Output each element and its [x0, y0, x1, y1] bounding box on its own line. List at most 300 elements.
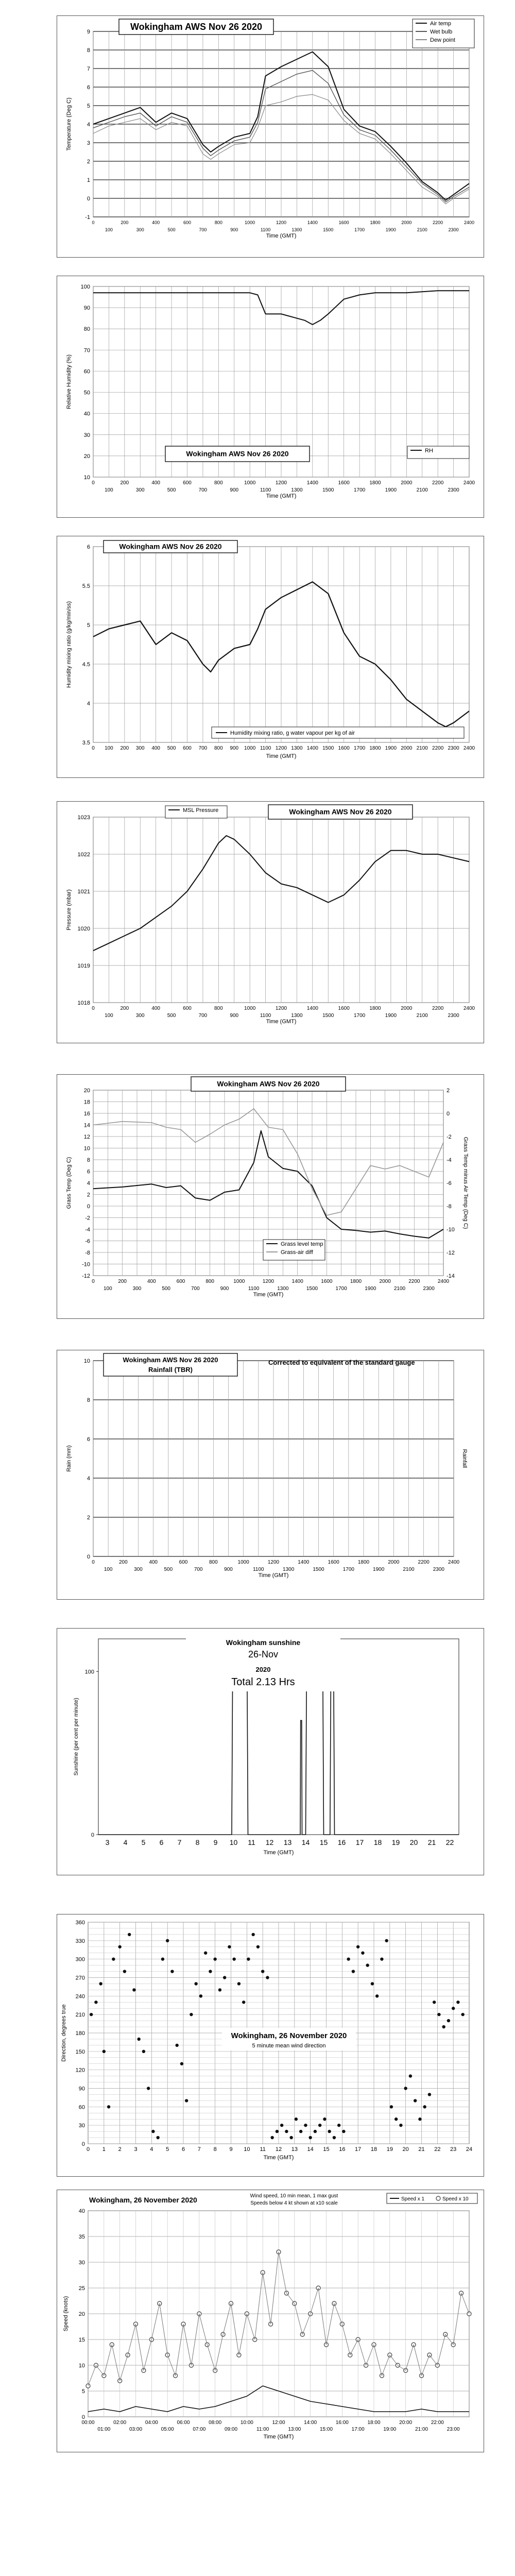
x-tick-label: 1000 [244, 745, 256, 751]
x-tick-label: 100 [105, 227, 113, 232]
y-tick-label: 0 [91, 1832, 94, 1838]
x-tick-label: 500 [167, 487, 176, 493]
x-tick-label: 500 [162, 1286, 171, 1292]
x-tick-label: 2400 [463, 1006, 475, 1011]
x-tick-label: 700 [198, 1013, 208, 1019]
chart-panel-humidity [57, 276, 484, 518]
x-tick-label: 100 [103, 1286, 112, 1292]
chart-title: Wokingham AWS Nov 26 2020 [130, 22, 263, 32]
direction-point [132, 1988, 135, 1991]
x-tick-label: 1700 [353, 745, 366, 751]
x-tick-label: 0 [92, 480, 95, 486]
x-tick-label: 500 [167, 745, 176, 751]
x-tick-label: 2100 [416, 1013, 428, 1019]
x-tick-label: 1300 [283, 1567, 295, 1572]
x-tick-label: 14:00 [304, 2420, 317, 2426]
y-tick-label: -2 [85, 1215, 90, 1222]
direction-point [99, 1982, 102, 1985]
x-tick-label: 12:00 [272, 2420, 285, 2426]
x-tick-label: 1400 [306, 745, 318, 751]
x-tick-label: 21 [418, 2146, 425, 2153]
x-tick-label: 2200 [418, 1560, 430, 1565]
y-tick-label: 80 [83, 326, 90, 333]
chart-title: Wokingham sunshine [226, 1638, 301, 1647]
legend-entry: RH [425, 448, 433, 454]
x-tick-label: 1900 [365, 1286, 376, 1292]
x-tick-label: 24 [466, 2146, 473, 2153]
y-right-tick-label: -12 [447, 1250, 455, 1256]
x-tick-label: 100 [105, 487, 113, 493]
x-tick-label: 7 [197, 2146, 201, 2153]
legend-entry: Dew point [430, 37, 455, 43]
y-tick-label: 30 [78, 2123, 85, 2129]
x-tick-label: 1600 [338, 1006, 350, 1011]
x-tick-label: 0 [92, 220, 95, 225]
y-tick-label: 1 [87, 177, 90, 183]
chart-subtitle: Wind speed, 10 min mean, 1 max gust [250, 2193, 338, 2199]
legend-entry: Grass level temp [281, 1241, 323, 1247]
x-tick-label: 2400 [463, 745, 475, 751]
x-tick-label: 800 [214, 220, 222, 225]
x-tick-label: 1200 [275, 480, 287, 486]
chart-subtitle: 26-Nov [248, 1649, 279, 1659]
x-tick-label: 1300 [291, 745, 303, 751]
direction-point [308, 2136, 312, 2139]
x-tick-label: 1300 [291, 227, 302, 232]
x-tick-label: 3 [105, 1838, 110, 1846]
x-tick-label: 800 [214, 745, 223, 751]
x-tick-label: 4 [150, 2146, 153, 2153]
x-tick-label: 1100 [248, 1286, 260, 1292]
y-tick-label: 2 [87, 159, 90, 165]
y-tick-label: 2 [87, 1192, 90, 1198]
x-tick-label: 2200 [432, 1006, 444, 1011]
direction-point [194, 1982, 197, 1985]
x-tick-label: 2300 [423, 1286, 435, 1292]
legend-box [407, 446, 469, 459]
direction-point [123, 1970, 126, 1973]
x-tick-label: 2100 [393, 1286, 406, 1292]
x-tick-label: 10:00 [240, 2420, 253, 2426]
direction-point [90, 2013, 93, 2016]
x-tick-label: 900 [230, 487, 239, 493]
direction-point [261, 1970, 264, 1973]
direction-point [256, 1945, 260, 1948]
x-tick-label: 1800 [369, 745, 381, 751]
x-tick-label: 2000 [388, 1560, 400, 1565]
direction-point [385, 1939, 388, 1942]
x-tick-label: 2400 [463, 480, 475, 486]
x-tick-label: 900 [230, 745, 239, 751]
chart-panel-mixing-ratio [57, 536, 484, 778]
x-tick-label: 6 [159, 1838, 164, 1846]
x-tick-label: 2300 [448, 487, 459, 493]
direction-point [289, 2136, 293, 2139]
direction-point [399, 2124, 402, 2127]
x-tick-label: 1400 [306, 480, 318, 486]
x-tick-label: 01:00 [97, 2427, 111, 2432]
x-tick-label: 100 [105, 745, 113, 751]
y-right-tick-label: -2 [447, 1134, 452, 1140]
x-tick-label: 1600 [338, 745, 350, 751]
chart-panel-grass-temp [57, 1074, 484, 1319]
x-tick-label: 300 [136, 227, 144, 232]
direction-point [199, 1994, 202, 1997]
x-tick-label: 1000 [233, 1279, 245, 1284]
x-tick-label: 22 [445, 1838, 454, 1846]
chart-annotation: Corrected to equivalent of the standard gauge [268, 1359, 415, 1366]
x-tick-label: 1500 [322, 1013, 334, 1019]
x-tick-label: 9 [229, 2146, 233, 2153]
direction-point [394, 2117, 398, 2121]
y-tick-label: 240 [75, 1993, 85, 2000]
x-axis-label: Time (GMT) [266, 753, 297, 759]
x-tick-label: 22 [434, 2146, 441, 2153]
x-tick-label: 700 [191, 1286, 200, 1292]
y-tick-label: 330 [75, 1938, 85, 1944]
x-tick-label: 1800 [350, 1279, 362, 1284]
y-axis-label: Sunshine (per cent per minute) [73, 1698, 79, 1776]
x-tick-label: 1400 [307, 220, 318, 225]
x-tick-label: 1100 [260, 1013, 271, 1019]
x-tick-label: 1900 [385, 1013, 397, 1019]
direction-point [266, 1976, 269, 1979]
direction-point [423, 2105, 426, 2108]
direction-point [94, 2001, 97, 2004]
x-tick-label: 1700 [353, 487, 366, 493]
temperature-chart [57, 16, 484, 257]
x-tick-label: 400 [147, 1279, 156, 1284]
chart-year: 2020 [255, 1666, 271, 1673]
x-tick-label: 600 [183, 745, 192, 751]
x-tick-label: 700 [194, 1567, 203, 1572]
x-tick-label: 1800 [369, 1006, 381, 1011]
y-tick-label: 0 [87, 1554, 90, 1560]
direction-point [118, 1945, 121, 1948]
x-tick-label: 800 [214, 1006, 223, 1011]
direction-point [461, 2013, 464, 2016]
direction-point [137, 2038, 140, 2041]
x-tick-label: 02:00 [113, 2420, 127, 2426]
direction-point [437, 2013, 440, 2016]
x-tick-label: 2200 [432, 480, 444, 486]
direction-point [170, 1970, 174, 1973]
x-tick-label: 1800 [370, 220, 381, 225]
direction-point [213, 1957, 216, 1960]
direction-point [175, 2044, 178, 2047]
direction-point [428, 2093, 431, 2096]
chart-subtitle: 5 minute mean wind direction [252, 2043, 326, 2049]
direction-point [361, 1952, 364, 1955]
x-tick-label: 1300 [291, 1013, 303, 1019]
chart-note: Speeds below 4 kt shown at x10 scale [250, 2200, 338, 2206]
x-tick-label: 500 [164, 1567, 173, 1572]
direction-point [285, 2130, 288, 2133]
x-tick-label: 2100 [416, 745, 428, 751]
direction-point [190, 2013, 193, 2016]
chart-total: Total 2.13 Hrs [231, 1676, 295, 1688]
y-tick-label: 14 [83, 1122, 90, 1129]
direction-point [166, 1939, 169, 1942]
x-tick-label: 0 [92, 1006, 95, 1011]
x-tick-label: 1100 [260, 227, 271, 232]
x-tick-label: 2300 [433, 1567, 444, 1572]
chart-title: Wokingham AWS Nov 26 2020 [123, 1356, 218, 1364]
y-tick-label: 1020 [77, 926, 90, 932]
x-tick-label: 600 [179, 1560, 188, 1565]
chart-subtitle: Rainfall (TBR) [148, 1366, 193, 1374]
x-tick-label: 2300 [448, 227, 459, 232]
y-tick-label: 50 [83, 389, 90, 396]
y-tick-label: 150 [75, 2048, 85, 2055]
y-tick-label: 4 [87, 1476, 90, 1482]
x-axis-label: Time (GMT) [263, 1850, 294, 1856]
x-tick-label: 1200 [275, 1006, 287, 1011]
x-tick-label: 17 [355, 1838, 364, 1846]
x-tick-label: 1500 [322, 487, 334, 493]
x-tick-label: 600 [183, 1006, 192, 1011]
direction-point [107, 2105, 110, 2108]
legend-entry: MSL Pressure [183, 807, 219, 814]
x-tick-label: 1100 [260, 745, 271, 751]
x-tick-label: 14 [301, 1838, 310, 1846]
chart-panel-wind-direction [57, 1914, 484, 2177]
direction-point [323, 2117, 326, 2121]
x-tick-label: 1600 [328, 1560, 339, 1565]
x-tick-label: 0 [92, 1279, 95, 1284]
y-tick-label: 25 [78, 2285, 85, 2292]
x-tick-label: 4 [123, 1838, 128, 1846]
x-tick-label: 19 [391, 1838, 400, 1846]
y-tick-label: 10 [78, 2363, 85, 2369]
y-tick-label: 1018 [77, 1000, 90, 1006]
y-right-tick-label: 0 [447, 1111, 450, 1117]
direction-point [270, 2136, 273, 2139]
x-tick-label: 700 [198, 745, 208, 751]
x-tick-label: 2000 [401, 1006, 413, 1011]
direction-point [237, 1982, 241, 1985]
x-tick-label: 5 [141, 1838, 146, 1846]
x-tick-label: 20 [402, 2146, 409, 2153]
direction-point [356, 1945, 359, 1948]
legend-entry: Speed x 1 [401, 2196, 425, 2202]
x-tick-label: 1600 [338, 480, 350, 486]
x-tick-label: 19:00 [383, 2427, 397, 2432]
x-tick-label: 03:00 [129, 2427, 143, 2432]
y-tick-label: 2 [87, 1515, 90, 1521]
x-tick-label: 18 [370, 2146, 377, 2153]
legend-entry: Grass-air diff [281, 1249, 313, 1256]
y-axis-label: Grass Temp (Deg C) [66, 1157, 72, 1209]
x-tick-label: 900 [220, 1286, 229, 1292]
y-tick-label: 5 [81, 2388, 85, 2395]
x-tick-label: 07:00 [193, 2427, 206, 2432]
y-tick-label: 6 [87, 84, 90, 91]
y-tick-label: 7 [87, 66, 90, 72]
y-tick-label: 10 [83, 1358, 90, 1364]
wind-direction-chart [57, 1914, 484, 2176]
direction-point [452, 2007, 455, 2010]
y-right-axis-label: Grass Temp minus Air Temp (Deg C) [462, 1137, 469, 1229]
x-tick-label: 1400 [291, 1279, 303, 1284]
direction-point [128, 1933, 131, 1936]
x-tick-label: 1800 [369, 480, 381, 486]
y-tick-label: 6 [87, 1436, 90, 1443]
x-tick-label: 14 [307, 2146, 314, 2153]
x-tick-label: 22:00 [431, 2420, 444, 2426]
y-tick-label: 30 [83, 432, 90, 438]
y-tick-label: -8 [85, 1250, 90, 1256]
x-tick-label: 1600 [338, 220, 349, 225]
y-tick-label: 1021 [77, 889, 90, 895]
x-tick-label: 11 [260, 2146, 266, 2153]
x-tick-label: 800 [209, 1560, 218, 1565]
x-tick-label: 2000 [401, 480, 413, 486]
y-tick-label: 60 [78, 2104, 85, 2111]
x-tick-label: 200 [120, 745, 129, 751]
x-tick-label: 600 [183, 480, 192, 486]
x-tick-label: 700 [198, 487, 208, 493]
x-tick-label: 2400 [448, 1560, 460, 1565]
direction-point [328, 2130, 331, 2133]
x-axis-label: Time (GMT) [266, 1019, 297, 1025]
x-tick-label: 1200 [267, 1560, 280, 1565]
x-tick-label: 23:00 [447, 2427, 460, 2432]
direction-point [337, 2124, 340, 2127]
x-axis-label: Time (GMT) [258, 1572, 289, 1579]
y-tick-label: 3 [87, 140, 90, 146]
direction-point [209, 1970, 212, 1973]
y-tick-label: 300 [75, 1956, 85, 1963]
y-tick-label: 70 [83, 347, 90, 354]
x-tick-label: 1200 [262, 1279, 274, 1284]
direction-point [414, 2099, 417, 2102]
direction-point [352, 1970, 355, 1973]
x-tick-label: 2400 [437, 1279, 450, 1284]
x-tick-label: 400 [151, 480, 161, 486]
y-tick-label: 100 [80, 284, 90, 290]
x-tick-label: 1100 [253, 1567, 264, 1572]
y-tick-label: -1 [85, 214, 90, 221]
x-tick-label: 1000 [244, 480, 256, 486]
y-tick-label: 0 [87, 1204, 90, 1210]
x-tick-label: 2200 [433, 220, 443, 225]
x-tick-label: 200 [121, 220, 129, 225]
y-tick-label: 5 [87, 103, 90, 109]
sunshine-chart [57, 1629, 484, 1875]
x-tick-label: 13 [291, 2146, 298, 2153]
x-tick-label: 16 [339, 2146, 346, 2153]
y-tick-label: -6 [85, 1238, 90, 1245]
x-tick-label: 2300 [448, 1013, 459, 1019]
x-tick-label: 2100 [403, 1567, 415, 1572]
x-tick-label: 06:00 [177, 2420, 190, 2426]
y-axis-label: Humidity mixing ratio (g/kg/min/ss) [66, 601, 72, 688]
x-tick-label: 400 [149, 1560, 158, 1565]
y-tick-label: 40 [78, 2208, 85, 2214]
x-tick-label: 15 [323, 2146, 330, 2153]
y-tick-label: 18 [83, 1099, 90, 1106]
y-axis-label: Speed (knots) [63, 2296, 69, 2332]
legend-entry: Speed x 10 [442, 2196, 469, 2202]
y-axis-label: Pressure (mbar) [66, 889, 72, 930]
x-tick-label: 20 [409, 1838, 418, 1846]
x-tick-label: 400 [152, 220, 160, 225]
x-tick-label: 3 [134, 2146, 138, 2153]
x-tick-label: 2000 [401, 745, 413, 751]
x-tick-label: 300 [135, 487, 145, 493]
y-tick-label: 0 [81, 2414, 85, 2420]
y-right-axis-label: Rainfall [461, 1449, 468, 1468]
x-tick-label: 16:00 [335, 2420, 349, 2426]
x-tick-label: 1600 [321, 1279, 333, 1284]
x-tick-label: 1300 [277, 1286, 289, 1292]
chart-panel-rainfall [57, 1350, 484, 1600]
y-tick-label: 1022 [77, 852, 90, 858]
x-tick-label: 200 [120, 1006, 129, 1011]
x-tick-label: 5 [166, 2146, 169, 2153]
x-tick-label: 1900 [385, 745, 397, 751]
y-tick-label: 20 [83, 1088, 90, 1094]
direction-point [442, 2025, 445, 2028]
y-tick-label: 4.5 [82, 662, 90, 668]
y-tick-label: 20 [83, 453, 90, 460]
direction-point [371, 1982, 374, 1985]
direction-point [404, 2087, 407, 2090]
x-tick-label: 15 [319, 1838, 328, 1846]
x-tick-label: 1800 [357, 1560, 370, 1565]
x-tick-label: 500 [167, 227, 176, 232]
x-tick-label: 10 [244, 2146, 250, 2153]
y-tick-label: 8 [87, 47, 90, 54]
x-tick-label: 200 [118, 1279, 127, 1284]
y-right-tick-label: 2 [447, 1088, 450, 1094]
humidity-chart [57, 276, 484, 517]
x-tick-label: 1300 [291, 487, 303, 493]
x-tick-label: 0 [86, 2146, 90, 2153]
x-tick-label: 17:00 [351, 2427, 365, 2432]
x-tick-label: 400 [151, 1006, 161, 1011]
y-tick-label: -4 [85, 1227, 90, 1233]
x-tick-label: 800 [214, 480, 223, 486]
x-tick-label: 09:00 [224, 2427, 238, 2432]
y-axis-label: Relative Humidity (%) [66, 354, 72, 409]
x-tick-label: 13 [283, 1838, 292, 1846]
direction-point [242, 2001, 245, 2004]
x-tick-label: 300 [135, 1013, 145, 1019]
direction-point [204, 1952, 207, 1955]
chart-title: Wokingham AWS Nov 26 2020 [289, 807, 392, 816]
x-tick-label: 10 [229, 1838, 238, 1846]
direction-point [142, 2050, 145, 2053]
x-tick-label: 1000 [245, 220, 255, 225]
y-tick-label: 0 [87, 196, 90, 202]
x-tick-label: 1400 [306, 1006, 318, 1011]
x-tick-label: 300 [135, 745, 145, 751]
direction-point [180, 2062, 183, 2065]
direction-point [433, 2001, 436, 2004]
x-tick-label: 13:00 [288, 2427, 301, 2432]
x-tick-label: 300 [132, 1286, 142, 1292]
x-tick-label: 1100 [260, 487, 271, 493]
x-tick-label: 1000 [237, 1560, 249, 1565]
direction-point [304, 2124, 307, 2127]
y-right-tick-label: -8 [447, 1204, 452, 1210]
x-tick-label: 0 [92, 1560, 95, 1565]
x-tick-label: 900 [230, 1013, 239, 1019]
x-tick-label: 6 [181, 2146, 185, 2153]
direction-point [447, 2019, 450, 2022]
